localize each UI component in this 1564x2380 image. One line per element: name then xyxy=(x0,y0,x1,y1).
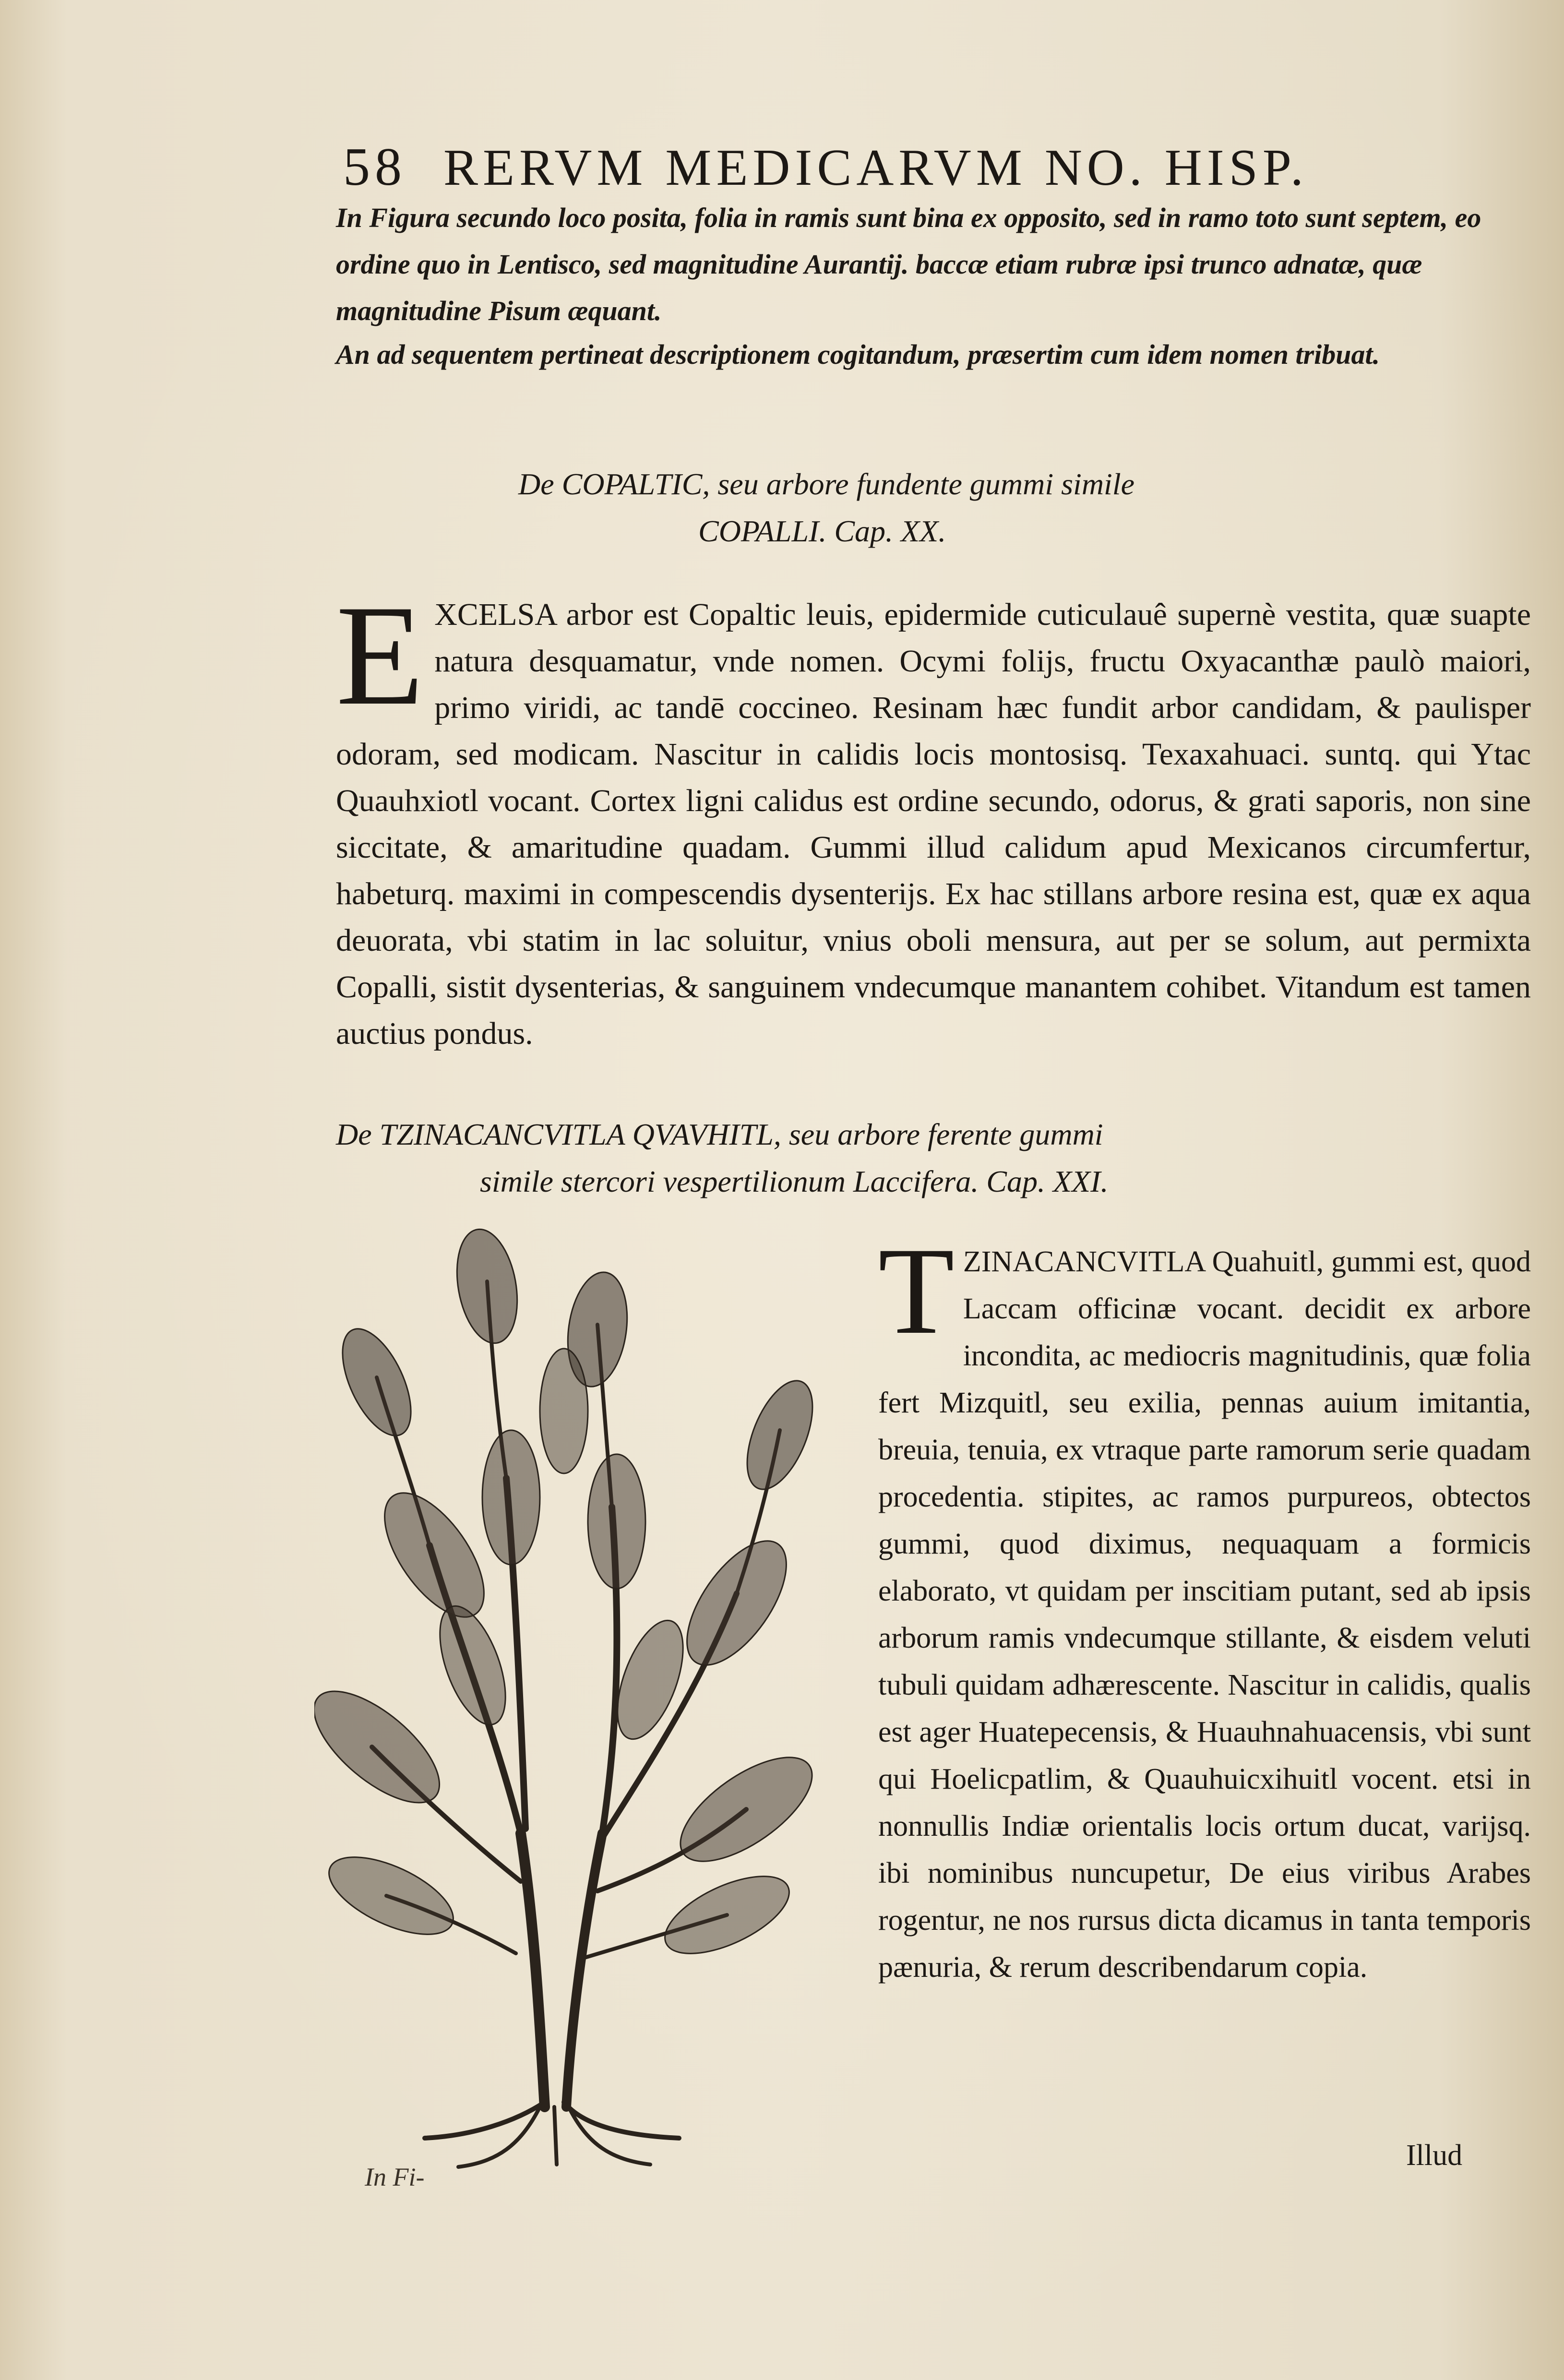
chapter-20-text: XCELSA arbor est Copaltic leuis, epidermide cuticulauê supernè vestita, quæ suapte natura desquamatur, vnde nomen. Ocymi folijs, fructu Oxyacanthæ paulò maiori, primo viridi, ac tandē coccineo. Resinam hæc fundit arbor candidam, & paulisper odoram, sed modicam. Nascitur in calidis locis montosisq. Texaxahuaci. suntq. qui Ytac Quauhxiotl vocant. Cortex ligni calidus est ordine secundo, odorus, & grati saporis, non sine siccitate, & amaritudine quadam. Gummi illud calidum apud Mexicanos circumfertur, habeturq. maximi in compescendis dysenterijs. Ex hac stillans arbore resina est, quæ ex aqua deuorata, vbi statim in lac soluitur, vnius oboli mensura, aut per se solum, aut permixta Copalli, sistit dysenterias, & sanguinem vndecumque manantem cohibet. Vitandum est tamen auctius pondus. xyxy=(336,597,1531,1051)
chapter-21-text: ZINACANCVITLA Quahuitl, gummi est, quod Laccam officinæ vocant. decidit ex arbore incondita, ac mediocris magnitudinis, quæ folia fert Mizquitl, seu exilia, pennas auium imitantia, breuia, tenuia, ex vtraque parte ramorum serie quadam procedentia. stipites, ac ramos purpureos, obtectos gummi, quod diximus, nequaquam a formicis elaborato, vt quidam per inscitiam putant, sed ab ipsis arborum ramis vndecumque stillante, & eisdem veluti tubuli quidam adhærescente. Nascitur in calidis, qualis est ager Huatepecensis, & Huauhnahuacensis, vbi sunt qui Hoelicpatlim, & Quauhuicxihuitl vocent. etsi in nonnullis Indiæ orientalis locis ortum ducat, varijsq. ibi nominibus nuncupetur, De eius viribus Arabes rogentur, ne nos rursus dicta dicamus in tanta temporis pænuria, & rerum describendarum copia. xyxy=(878,1245,1531,1984)
chapter-21-body xyxy=(878,1222,1531,1991)
chapter-20-title-line1: De COPALTIC, seu arbore fundente gummi simile xyxy=(518,467,1134,501)
figure-caption-fragment: In Fi- xyxy=(365,2163,425,2191)
running-title: RERVM MEDICARVM NO. HISP. xyxy=(443,139,1308,196)
catchword: Illud xyxy=(1406,2139,1463,2172)
figure-note-paragraph-2: An ad sequentem pertineat descriptionem cogitandum, præsertim cum idem nomen tribuat. xyxy=(336,339,1380,370)
drop-cap-e: E xyxy=(336,575,424,735)
chapter-20-body xyxy=(336,575,1531,1057)
drop-cap-t: T xyxy=(878,1222,955,1360)
tree-woodcut-illustration xyxy=(314,1209,857,2184)
chapter-20-title-line2: COPALLI. Cap. XX. xyxy=(698,514,946,548)
figure-note-paragraph: In Figura secundo loco posita, folia in ramis sunt bina ex opposito, sed in ramo toto sunt septem, eo ordine quo in Lentisco, sed magnitudine Aurantij. baccæ etiam rubræ ipsi trunco adnatæ, quæ magnitudine Pisum æquant. xyxy=(336,202,1481,326)
chapter-20-title xyxy=(518,461,1430,555)
chapter-21-title-line2: simile stercori vespertilionum Laccifera. Cap. XXI. xyxy=(480,1164,1109,1198)
page-number: 58 xyxy=(343,137,406,197)
chapter-21-title-line1: De TZINACANCVITLA QVAVHITL, seu arbore ferente gummi xyxy=(336,1117,1103,1151)
running-header xyxy=(343,129,1437,205)
chapter-21-title xyxy=(336,1111,1540,1205)
